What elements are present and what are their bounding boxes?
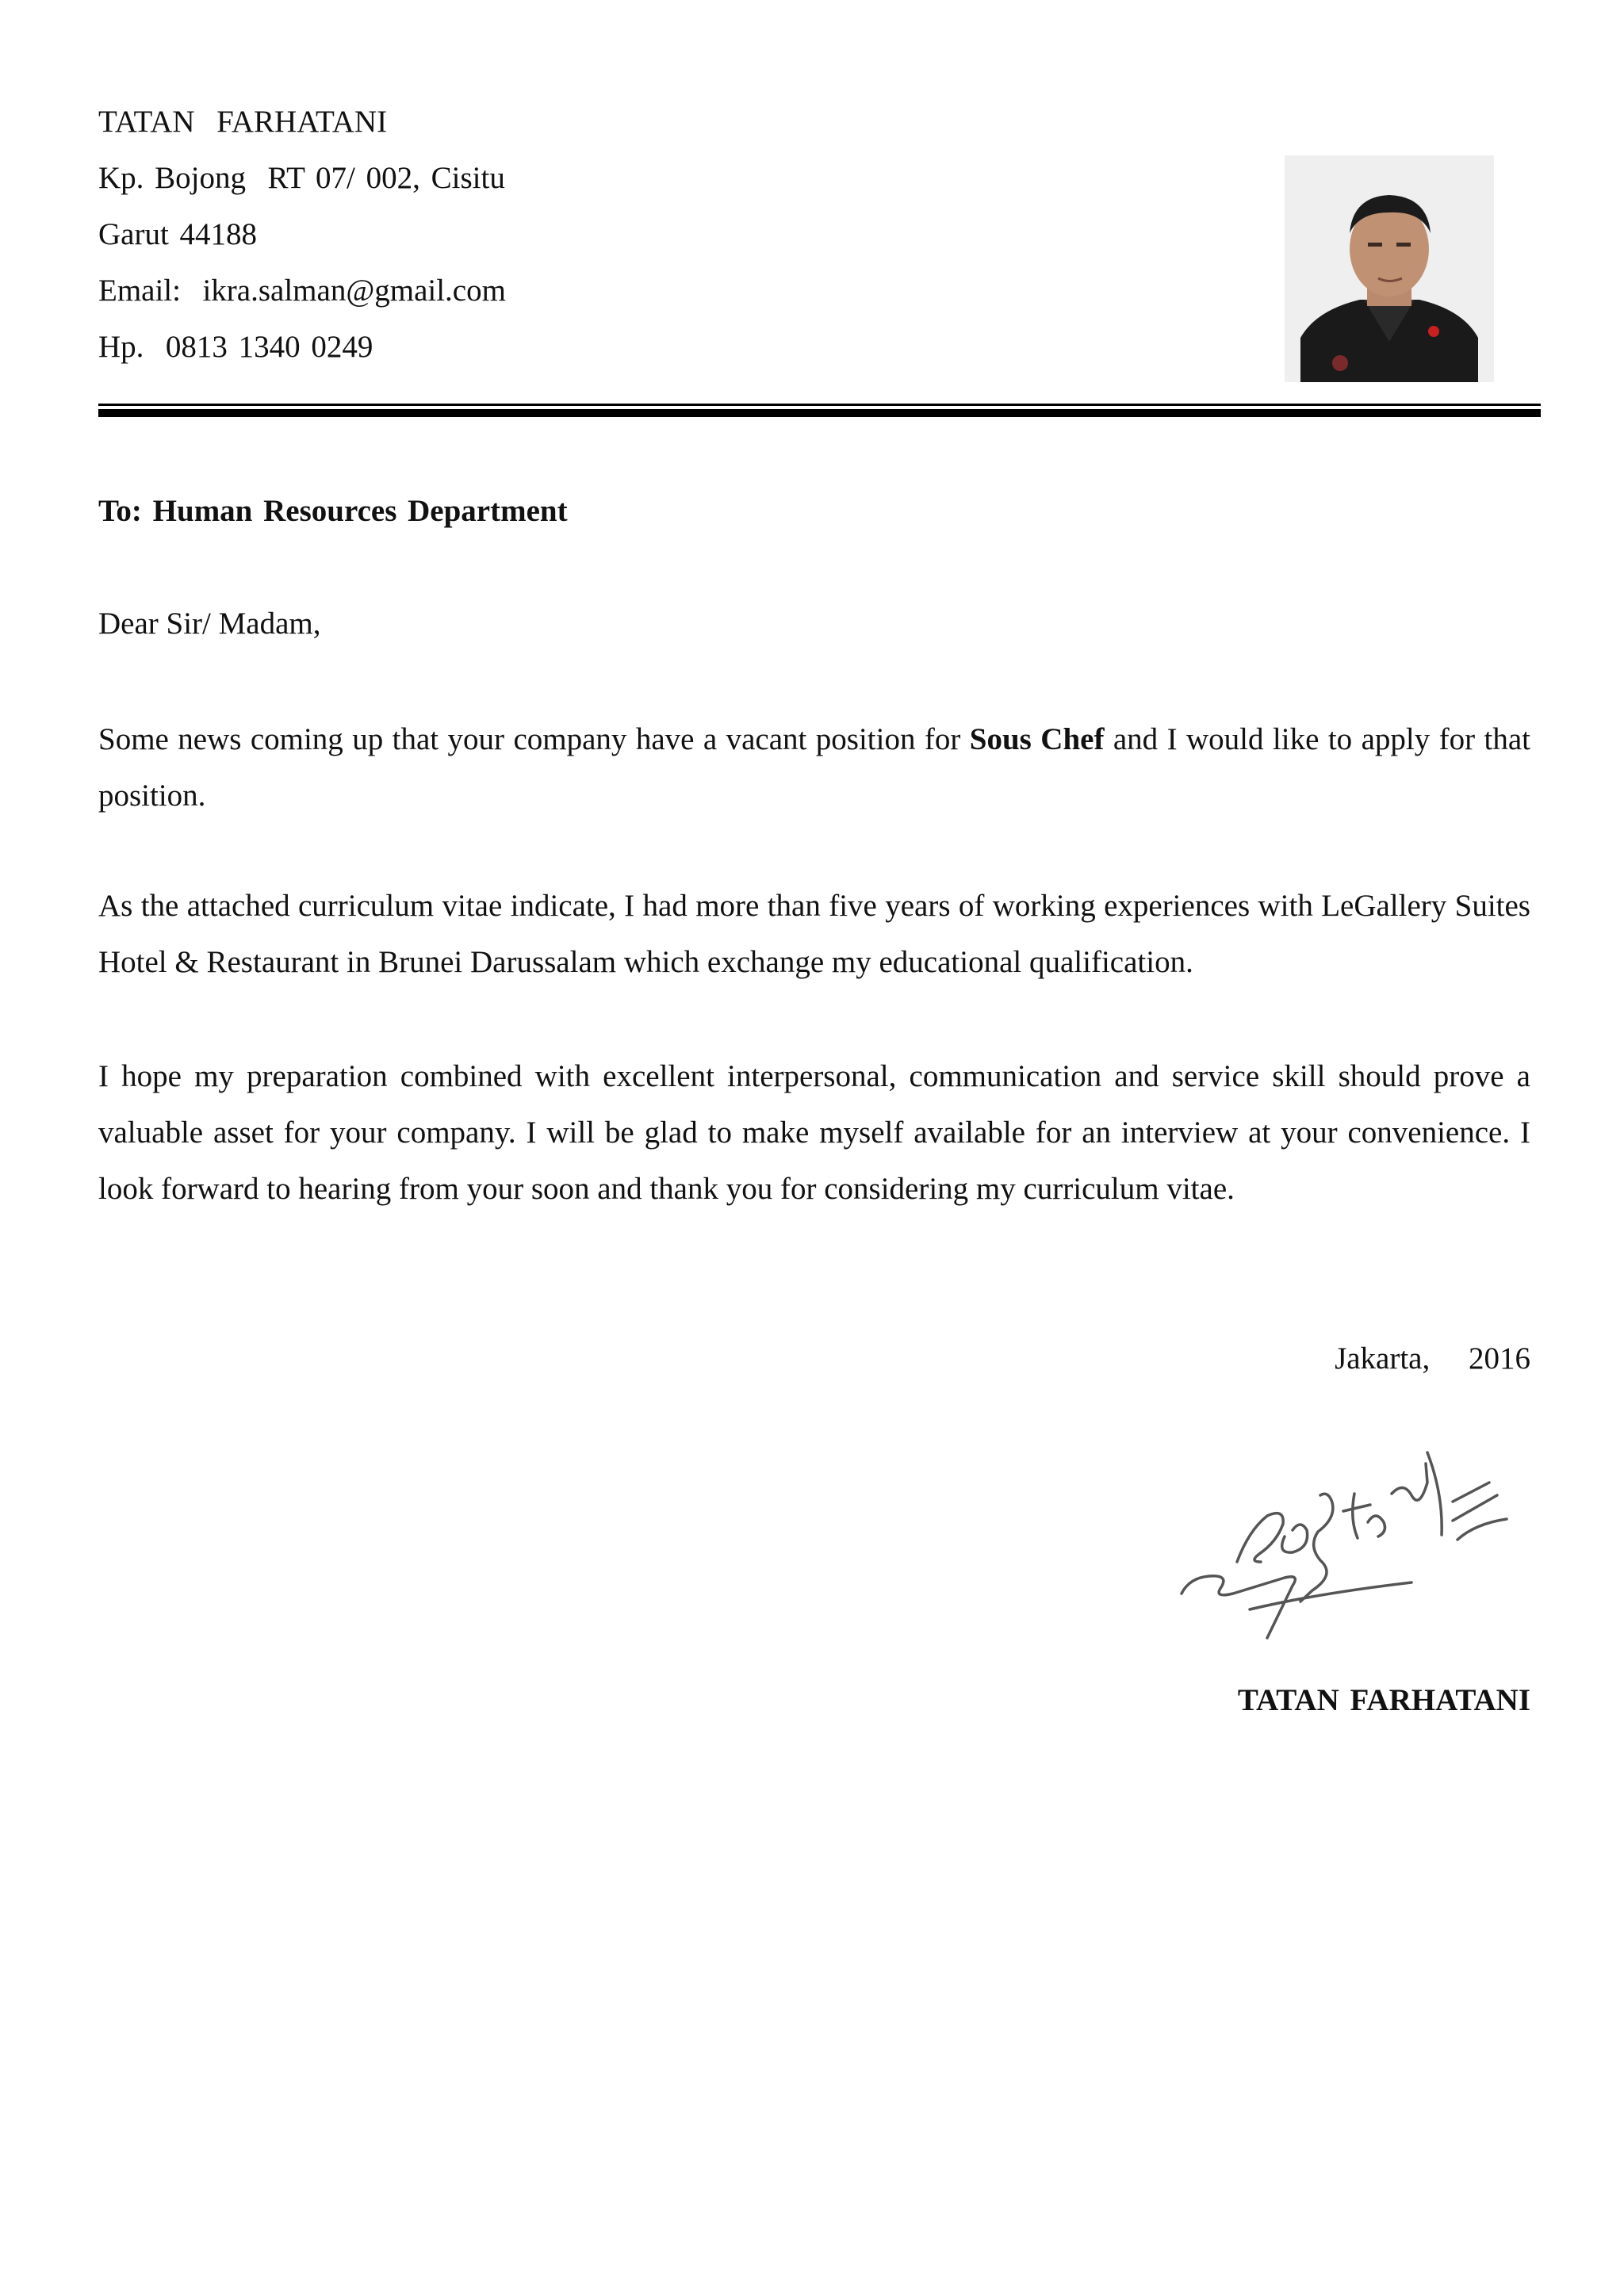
recipient-line: To: Human Resources Department (98, 494, 568, 528)
position-title: Sous Chef (969, 722, 1105, 756)
letter-paragraph-1 (98, 711, 1530, 824)
header-divider-thin (98, 404, 1541, 406)
place-and-date: Jakarta, 2016 (1335, 1341, 1530, 1376)
sender-contact-block (98, 94, 1129, 375)
signer-name: TATAN FARHATANI (1237, 1683, 1530, 1717)
paragraph-1-text-start: Some news coming up that your company have a vacant position for (98, 722, 970, 756)
sender-address-line2: Garut 44188 (98, 217, 258, 251)
sender-address-line1: Kp. Bojong RT 07/ 002, Cisitu (98, 161, 505, 195)
profile-photo (1285, 155, 1494, 382)
paragraph-1-text-end: and I would like to apply for that position. (98, 722, 1531, 813)
handwritten-signature (1174, 1443, 1522, 1641)
salutation: Dear Sir/ Madam, (98, 607, 321, 641)
header-divider-thick (98, 409, 1541, 417)
letter-paragraph-3: I hope my preparation combined with excellent interpersonal, communication and service skill should prove a valuable asset for your company. I will be glad to make myself available for an interview at your convenience. I look forward to hearing from your soon and thank you for considering my curriculum vitae. (98, 1059, 1530, 1206)
letter-paragraph-2: As the attached curriculum vitae indicate, I had more than five years of working experiences with LeGallery Suites Hotel & Restaurant in Brunei Darussalam which exchange my educational qualification. (98, 889, 1530, 979)
sender-name: TATAN FARHATANI (98, 105, 388, 139)
sender-phone: Hp. 0813 1340 0249 (98, 330, 373, 364)
sender-email: Email: ikra.salman@gmail.com (98, 274, 506, 308)
